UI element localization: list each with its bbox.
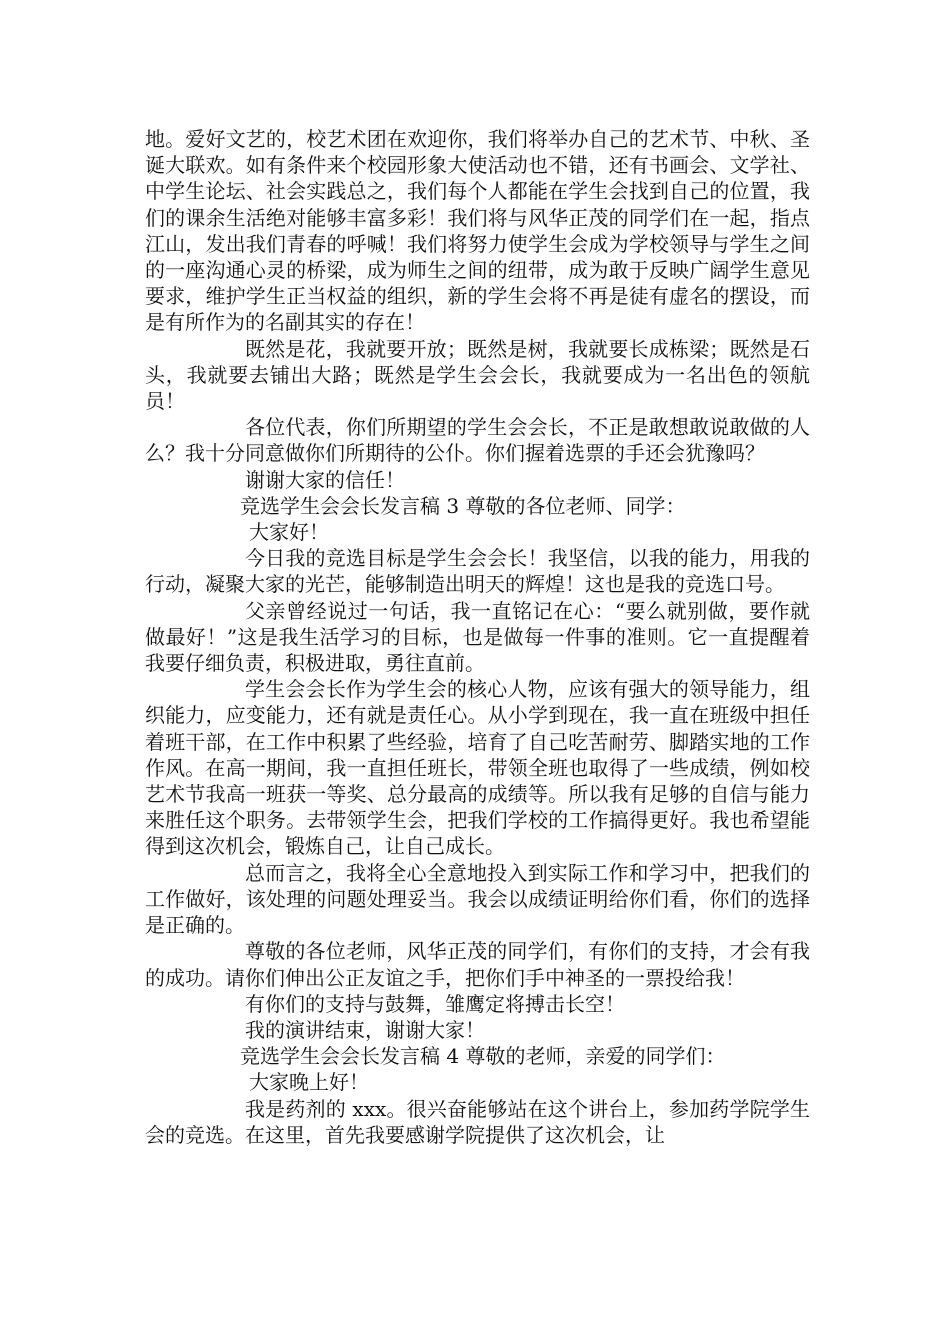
- greeting-4: 大家晚上好！: [249, 1070, 369, 1095]
- paragraph-9: 学生会会长作为学生会的核心人物，应该有强大的领导能力，组织能力，应变能力，还有就是责任心。从小学到现在，我一直在班级中担任着班干部，在工作中积累了些经验，培育了自己吃苦耐劳、脚踏实地的工作作风。在高一期间，我一直担任班长，带领全班也取得了一些成绩，例如校艺术节我高一班获一等奖、总分最高的成绩等。所以我有足够的自信与能力来胜任这个职务。去带领学生会，把我们学校的工作搞得更好。我也希望能得到这次机会，锻炼自己，让自己成长。: [145, 677, 810, 859]
- paragraph-13: 我的演讲结束，谢谢大家！: [245, 1017, 485, 1042]
- paragraph-7: 今日我的竞选目标是学生会会长！我坚信，以我的能力，用我的行动，凝聚大家的光芒，能够制造出明天的辉煌！这也是我的竞选口号。: [145, 546, 810, 597]
- paragraph-1: 地。爱好文艺的，校艺术团在欢迎你，我们将举办自己的艺术节、中秋、圣诞大联欢。如有条件来个校园形象大使活动也不错，还有书画会、文学社、中学生论坛、社会实践总之，我们每个人都能在学生会找到自己的位置，我们的课余生活绝对能够丰富多彩！我们将与风华正茂的同学们在一起，指点江山，发出我们青春的呼喊！我们将努力使学生会成为学校领导与学生之间的一座沟通心灵的桥梁，成为师生之间的纽带，成为敢于反映广阔学生意见要求，维护学生正当权益的组织，新的学生会将不再是徒有虚名的摆设，而是有所作为的名副其实的存在！: [145, 127, 810, 335]
- paragraph-3: 各位代表，你们所期望的学生会会长，不正是敢想敢说敢做的人么？我十分同意做你们所期待的公仆。你们握着选票的手还会犹豫吗？: [145, 415, 810, 466]
- paragraph-4: 谢谢大家的信任！: [245, 467, 405, 492]
- section-heading-3: 竞选学生会会长发言稿 3 尊敬的各位老师、同学：: [240, 493, 686, 518]
- section-heading-4: 竞选学生会会长发言稿 4 尊敬的老师，亲爱的同学们：: [240, 1044, 726, 1069]
- document-body: [145, 126, 810, 1148]
- paragraph-10: 总而言之，我将全心全意地投入到实际工作和学习中，把我们的工作做好，该处理的问题处理妥当。我会以成绩证明给你们看，你们的选择是正确的。: [145, 860, 810, 938]
- paragraph-2: 既然是花，我就要开放；既然是树，我就要长成栋梁；既然是石头，我就要去铺出大路；既然是学生会会长，我就要成为一名出色的领航员！: [145, 336, 810, 414]
- greeting-3: 大家好！: [249, 520, 329, 545]
- paragraph-8: 父亲曾经说过一句话，我一直铭记在心：“要么就别做，要作就做最好！”这是我生活学习的目标，也是做每一件事的准则。它一直提醒着我要仔细负责，积极进取，勇往直前。: [145, 598, 810, 676]
- paragraph-16: 我是药剂的 xxx。很兴奋能够站在这个讲台上，参加药学院学生会的竞选。在这里，首先我要感谢学院提供了这次机会，让: [145, 1096, 810, 1147]
- paragraph-11: 尊敬的各位老师，风华正茂的同学们，有你们的支持，才会有我的成功。请你们伸出公正友谊之手，把你们手中神圣的一票投给我！: [145, 939, 810, 990]
- paragraph-12: 有你们的支持与鼓舞，雏鹰定将搏击长空！: [245, 991, 625, 1016]
